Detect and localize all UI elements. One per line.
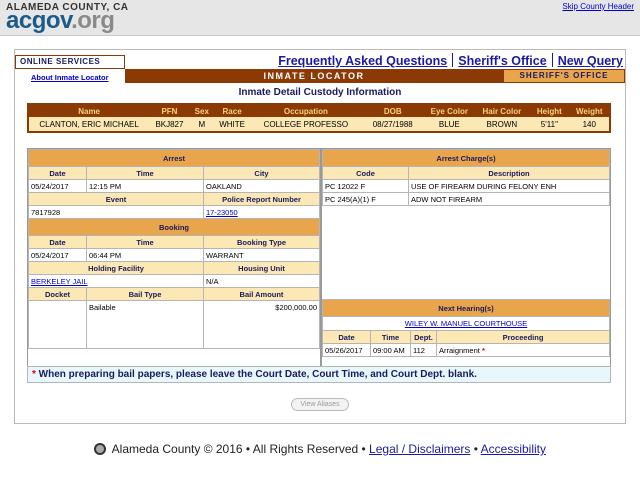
hearing-dept: 112	[411, 344, 437, 357]
arrest-city: OAKLAND	[204, 180, 320, 193]
table-row	[323, 344, 610, 357]
booking-time: 06:44 PM	[87, 249, 204, 262]
skip-header-link[interactable]: Skip County Header	[562, 2, 634, 11]
hearing-time: 09:00 AM	[371, 344, 411, 357]
page-title: Inmate Detail Custody Information	[238, 87, 402, 98]
housing-unit-header: Housing Unit	[204, 262, 320, 275]
footer-bullet: •	[473, 442, 478, 456]
col-header-weight: Weight	[570, 104, 610, 117]
col-header-occupation: Occupation	[250, 104, 361, 117]
booking-type: WARRANT	[204, 249, 320, 262]
notice-text: When preparing bail papers, please leave the Court Date, Court Time, and Court Dept. blank.	[35, 369, 477, 380]
charge-description: USE OF FIREARM DURING FELONY ENH	[409, 180, 610, 193]
new-query-link[interactable]: New Query	[557, 54, 623, 68]
sheriff-office-link[interactable]: Sheriff's Office	[458, 54, 547, 68]
arrest-date: 05/24/2017	[29, 180, 87, 193]
booking-time-header: Time	[87, 236, 204, 249]
person-race: WHITE	[214, 117, 250, 132]
arrest-date-header: Date	[29, 167, 87, 180]
hearing-proceeding: Arraignment	[439, 345, 480, 355]
charge-code: PC 245(A)(1) F	[323, 193, 409, 206]
notice-star: *	[32, 369, 36, 380]
top-nav-links	[278, 53, 623, 68]
acgov-logo[interactable]	[6, 9, 114, 33]
person-hair-color: BROWN	[475, 117, 530, 132]
col-header-hair-color: Hair Color	[475, 104, 530, 117]
col-header-height: Height	[529, 104, 569, 117]
inmate-locator-bar: INMATE LOCATOR	[125, 69, 503, 83]
logo-gov: gov	[31, 7, 72, 34]
arrest-city-header: City	[204, 167, 320, 180]
police-report-header: Police Report Number	[204, 193, 320, 206]
person-height: 5'11"	[529, 117, 569, 132]
person-weight: 140	[570, 117, 610, 132]
charge-description: ADW NOT FIREARM	[409, 193, 610, 206]
table-row	[323, 180, 610, 193]
arrest-section-title: Arrest	[29, 150, 320, 167]
sheriff-office-tab[interactable]: SHERIFF'S OFFICE	[503, 69, 625, 83]
event-number: 7817928	[29, 206, 204, 219]
hearing-proceeding-header: Proceeding	[437, 331, 610, 344]
hearing-proceeding-cell	[437, 344, 610, 357]
hearing-date-header: Date	[323, 331, 371, 344]
police-report-link[interactable]: 17-23050	[206, 207, 238, 217]
view-aliases-button[interactable]: View Aliases	[291, 398, 349, 411]
hearing-time-header: Time	[371, 331, 411, 344]
hearing-date: 05/26/2017	[323, 344, 371, 357]
housing-unit: N/A	[204, 275, 320, 288]
holding-facility-header: Holding Facility	[29, 262, 204, 275]
col-header-name: Name	[28, 104, 149, 117]
bail-amount: $200,000.00	[204, 301, 320, 349]
col-header-pfn: PFN	[149, 104, 189, 117]
logo-ac: ac	[6, 7, 32, 34]
arrest-time-header: Time	[87, 167, 204, 180]
person-pfn: BKJ827	[149, 117, 189, 132]
docket-value	[29, 301, 87, 349]
col-header-dob: DOB	[361, 104, 424, 117]
accessibility-link[interactable]: Accessibility	[480, 442, 546, 456]
arrest-booking-panel	[27, 148, 321, 383]
charge-code: PC 12022 F	[323, 180, 409, 193]
table-row	[323, 193, 610, 206]
nav-separator	[452, 53, 453, 67]
booking-section-title: Booking	[29, 219, 320, 236]
person-occupation: COLLEGE PROFESSO	[250, 117, 361, 132]
bail-notice	[27, 366, 611, 383]
person-eye-color: BLUE	[424, 117, 475, 132]
charges-section-title: Arrest Charge(s)	[323, 150, 610, 167]
main-frame	[14, 49, 626, 424]
hearing-section-title: Next Hearing(s)	[323, 300, 610, 317]
hearing-table	[322, 299, 610, 357]
charge-code-header: Code	[323, 167, 409, 180]
hearing-dept-header: Dept.	[411, 331, 437, 344]
col-header-eye-color: Eye Color	[424, 104, 475, 117]
footer	[0, 442, 640, 456]
person-name: CLANTON, ERIC MICHAEL	[28, 117, 149, 132]
footer-copyright: Alameda County © 2016 • All Rights Reserved •	[111, 442, 366, 456]
person-dob: 08/27/1988	[361, 117, 424, 132]
required-star: *	[481, 345, 485, 355]
arrest-table	[28, 149, 320, 349]
bail-type-header: Bail Type	[87, 288, 204, 301]
faq-link[interactable]: Frequently Asked Questions	[278, 54, 448, 68]
arrest-time: 12:15 PM	[87, 180, 204, 193]
charges-table	[322, 149, 610, 206]
legal-disclaimers-link[interactable]: Legal / Disclaimers	[369, 442, 471, 456]
col-header-sex: Sex	[190, 104, 214, 117]
site-header	[0, 0, 640, 36]
person-table	[27, 103, 611, 133]
holding-facility-link[interactable]: BERKELEY JAIL	[31, 276, 88, 286]
logo-county-text: ALAMEDA COUNTY, CA	[6, 2, 129, 13]
person-sex: M	[190, 117, 214, 132]
about-inmate-locator-link[interactable]: About Inmate Locator	[31, 73, 109, 82]
county-seal-icon	[94, 443, 106, 455]
table-row	[28, 117, 610, 132]
docket-header: Docket	[29, 288, 87, 301]
charge-description-header: Description	[409, 167, 610, 180]
nav-separator	[552, 53, 553, 67]
courthouse-link[interactable]: WILEY W. MANUEL COURTHOUSE	[404, 319, 528, 328]
bail-amount-header: Bail Amount	[204, 288, 320, 301]
charges-hearing-panel	[321, 148, 611, 383]
booking-date-header: Date	[29, 236, 87, 249]
event-header: Event	[29, 193, 204, 206]
logo-org: .org	[71, 7, 115, 34]
col-header-race: Race	[214, 104, 250, 117]
online-services-label: ONLINE SERVICES	[15, 55, 125, 69]
bail-type: Bailable	[87, 301, 204, 349]
booking-date: 05/24/2017	[29, 249, 87, 262]
booking-type-header: Booking Type	[204, 236, 320, 249]
